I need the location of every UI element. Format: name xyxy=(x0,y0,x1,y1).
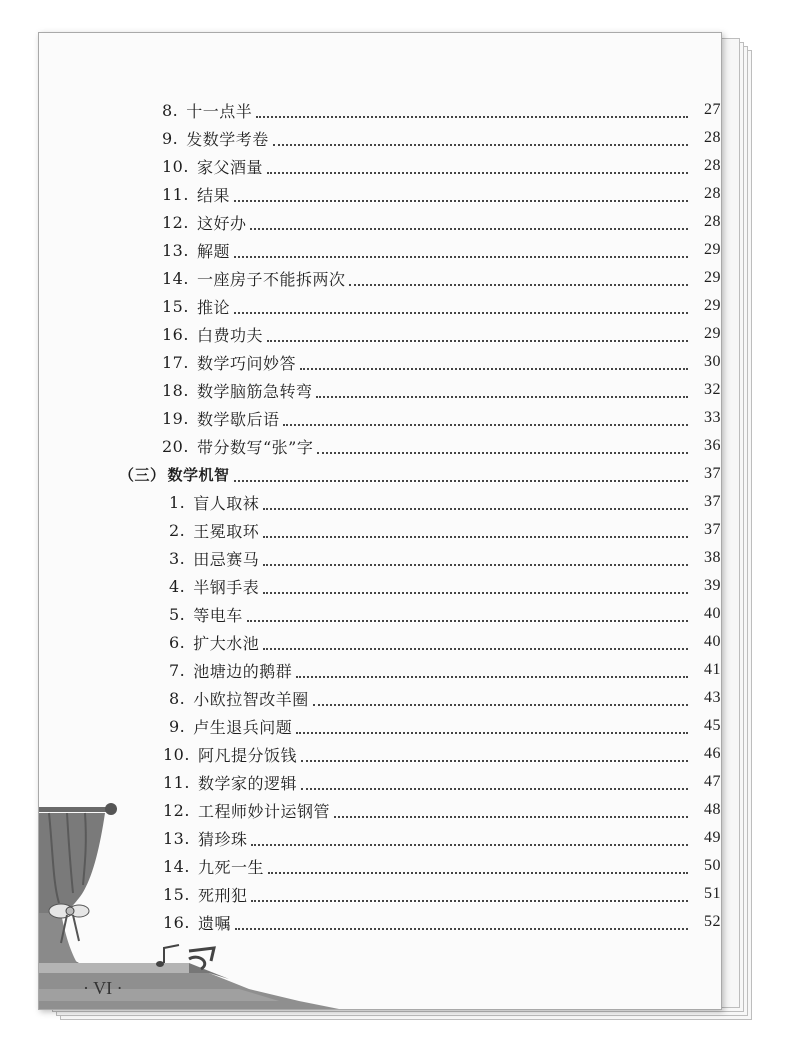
entry-number: 16. xyxy=(162,324,189,344)
entry-title: 田忌赛马 xyxy=(193,549,260,569)
toc-entry[interactable] xyxy=(39,349,721,375)
entry-title: 扩大水池 xyxy=(193,633,260,653)
page-number: 47 xyxy=(704,773,721,790)
entry-title: 等电车 xyxy=(193,605,243,625)
page-number: 30 xyxy=(704,353,721,370)
toc-entry[interactable] xyxy=(39,629,721,655)
entry-number: 13. xyxy=(162,240,189,260)
page-number: 37 xyxy=(704,521,721,538)
book-page xyxy=(38,32,722,1010)
entry-number: 11. xyxy=(162,184,189,204)
toc-entry[interactable] xyxy=(39,265,721,291)
toc-entry[interactable] xyxy=(39,685,721,711)
entry-title: 十一点半 xyxy=(186,101,253,121)
toc-entry[interactable] xyxy=(39,769,721,795)
entry-number: 15. xyxy=(162,296,189,316)
toc-entry[interactable] xyxy=(39,601,721,627)
entry-number: 10. xyxy=(163,744,190,764)
dot-leader xyxy=(263,507,688,510)
dot-leader xyxy=(273,143,688,146)
entry-title: 推论 xyxy=(196,297,230,317)
entry-title: 阿凡提分饭钱 xyxy=(197,745,297,765)
dot-leader xyxy=(316,395,688,398)
dot-leader xyxy=(263,591,688,594)
dot-leader xyxy=(268,871,688,874)
dot-leader xyxy=(256,115,688,118)
toc-entry[interactable] xyxy=(39,405,721,431)
entry-title: 一座房子不能拆两次 xyxy=(196,269,346,289)
entry-number: 9. xyxy=(169,716,186,736)
entry-number: 8. xyxy=(162,100,179,120)
page-number: 29 xyxy=(704,297,721,314)
dot-leader xyxy=(263,535,688,538)
entry-number: 1. xyxy=(169,492,186,512)
entry-title: 半钢手表 xyxy=(193,577,260,597)
entry-number: 17. xyxy=(162,352,189,372)
entry-title: 数学脑筋急转弯 xyxy=(196,381,313,401)
toc-entry[interactable] xyxy=(39,713,721,739)
page-number: 52 xyxy=(704,913,721,930)
toc-entry[interactable] xyxy=(39,181,721,207)
toc-entry[interactable] xyxy=(39,433,721,459)
dot-leader xyxy=(300,367,688,370)
entry-title: 数学家的逻辑 xyxy=(197,773,297,793)
page-number: 41 xyxy=(704,661,721,678)
dot-leader xyxy=(234,199,688,202)
toc-entry[interactable] xyxy=(39,209,721,235)
entry-title: 数学歇后语 xyxy=(196,409,280,429)
entry-title: 猜珍珠 xyxy=(197,829,248,849)
page-number: 40 xyxy=(704,633,721,650)
entry-number: 15. xyxy=(163,884,190,904)
entry-number: 20. xyxy=(162,436,189,456)
dot-leader xyxy=(234,311,688,314)
entry-title: 盲人取袜 xyxy=(193,493,260,513)
toc-entry[interactable] xyxy=(39,797,721,823)
page-number: 29 xyxy=(704,325,721,342)
entry-title: 王冕取环 xyxy=(193,521,260,541)
page-number: 39 xyxy=(704,577,721,594)
entry-number: 13. xyxy=(163,828,190,848)
page-number: 29 xyxy=(704,241,721,258)
toc-entry[interactable] xyxy=(39,489,721,515)
dot-leader xyxy=(251,843,688,846)
entry-number: 12. xyxy=(162,212,189,232)
entry-number: 4. xyxy=(169,576,186,596)
toc-entry[interactable] xyxy=(39,97,721,123)
dot-leader xyxy=(263,563,688,566)
entry-number: 3. xyxy=(169,548,186,568)
page-number: 43 xyxy=(704,689,721,706)
page-number: 28 xyxy=(704,157,721,174)
entry-title: 遗嘱 xyxy=(197,913,231,933)
entry-title: 这好办 xyxy=(196,213,247,233)
section-number: （三） xyxy=(119,465,166,484)
toc-entry[interactable] xyxy=(39,853,721,879)
entry-title: 解题 xyxy=(196,241,230,261)
toc-entry[interactable] xyxy=(39,377,721,403)
page-number: 33 xyxy=(704,409,721,426)
toc-entry[interactable] xyxy=(39,125,721,151)
entry-number: 9. xyxy=(162,128,179,148)
dot-leader xyxy=(349,283,688,286)
dot-leader xyxy=(296,731,688,734)
entry-title: 白费功夫 xyxy=(196,325,263,345)
page-number: 40 xyxy=(704,605,721,622)
page-number: 27 xyxy=(704,101,721,118)
toc-entry[interactable] xyxy=(39,517,721,543)
entry-number: 18. xyxy=(162,380,189,400)
entry-number: 14. xyxy=(163,856,190,876)
page-number: 32 xyxy=(704,381,721,398)
page-number: 50 xyxy=(704,857,721,874)
toc-entry[interactable] xyxy=(39,321,721,347)
toc-entry[interactable] xyxy=(39,657,721,683)
entry-number: 5. xyxy=(169,604,186,624)
entry-title: 家父酒量 xyxy=(196,157,263,177)
entry-number: 2. xyxy=(169,520,186,540)
entry-title: 数学巧问妙答 xyxy=(196,353,296,373)
dot-leader xyxy=(235,927,688,930)
dot-leader xyxy=(301,787,688,790)
dot-leader xyxy=(267,171,688,174)
entry-number: 6. xyxy=(169,632,186,652)
entry-title: 结果 xyxy=(196,185,230,205)
entry-title: 小欧拉智改羊圈 xyxy=(193,689,309,709)
entry-title: 九死一生 xyxy=(197,857,264,877)
page-number: 37 xyxy=(704,465,721,482)
page-number: 29 xyxy=(704,269,721,286)
entry-number: 14. xyxy=(162,268,189,288)
page-number: 46 xyxy=(704,745,721,762)
page-number: 28 xyxy=(704,185,721,202)
entry-number: 12. xyxy=(163,800,190,820)
toc-entry[interactable] xyxy=(39,545,721,571)
entry-number: 10. xyxy=(162,156,189,176)
page-number: 37 xyxy=(704,493,721,510)
entry-title: 卢生退兵问题 xyxy=(193,717,293,737)
dot-leader xyxy=(313,703,688,706)
page-number: 28 xyxy=(704,129,721,146)
dot-leader xyxy=(317,451,688,454)
toc-entry[interactable] xyxy=(39,153,721,179)
entry-number: 16. xyxy=(163,912,190,932)
page-folio: · VI · xyxy=(83,978,123,998)
page-number: 38 xyxy=(704,549,721,566)
dot-leader xyxy=(234,479,688,482)
page-number: 48 xyxy=(704,801,721,818)
toc-entry[interactable] xyxy=(39,293,721,319)
dot-leader xyxy=(247,619,688,622)
page-number: 36 xyxy=(704,437,721,454)
page-number: 49 xyxy=(704,829,721,846)
entry-number: 11. xyxy=(163,772,190,792)
dot-leader xyxy=(234,255,688,258)
toc-entry[interactable] xyxy=(39,741,721,767)
entry-title: 池塘边的鹅群 xyxy=(193,661,293,681)
section-title: 数学机智 xyxy=(167,465,230,484)
page-number: 51 xyxy=(704,885,721,902)
dot-leader xyxy=(334,815,688,818)
entry-number: 7. xyxy=(169,660,186,680)
toc-section-heading[interactable] xyxy=(39,461,721,487)
dot-leader xyxy=(301,759,688,762)
entry-title: 工程师妙计运钢管 xyxy=(197,801,330,821)
entry-number: 19. xyxy=(162,408,189,428)
entry-number: 8. xyxy=(169,688,186,708)
entry-title: 死刑犯 xyxy=(197,885,248,905)
toc-entry[interactable] xyxy=(39,825,721,851)
toc-entry[interactable] xyxy=(39,881,721,907)
entry-title: 发数学考卷 xyxy=(186,129,269,149)
page-number: 45 xyxy=(704,717,721,734)
dot-leader xyxy=(251,899,688,902)
dot-leader xyxy=(283,423,688,426)
toc-entry[interactable] xyxy=(39,237,721,263)
toc-entry[interactable] xyxy=(39,573,721,599)
entry-title: 带分数写“张”字 xyxy=(196,437,314,457)
dot-leader xyxy=(250,227,688,230)
dot-leader xyxy=(263,647,688,650)
dot-leader xyxy=(267,339,688,342)
dot-leader xyxy=(296,675,688,678)
toc-entry[interactable] xyxy=(39,909,721,935)
page-number: 28 xyxy=(704,213,721,230)
